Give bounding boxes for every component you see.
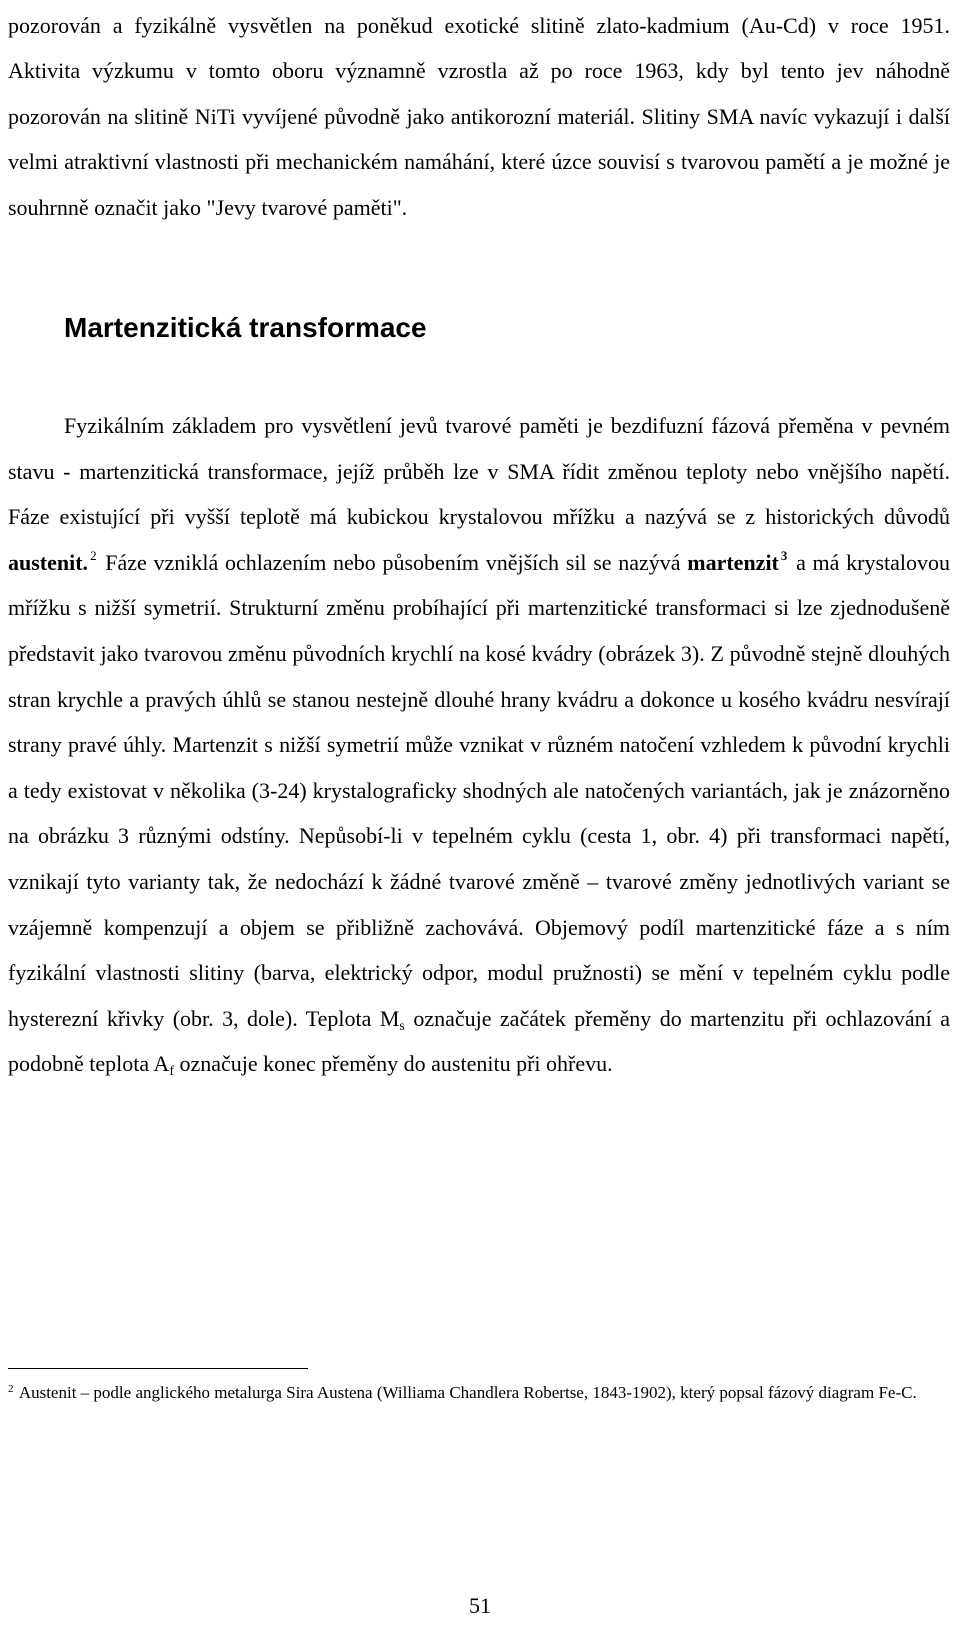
main-text-part-5: označuje konec přeměny do austenitu při ohřevu. xyxy=(179,1051,613,1077)
page-number: 51 xyxy=(469,1593,491,1618)
subscript-f: f xyxy=(169,1064,174,1080)
main-text-part-3: a má krystalovou mřížku s nižší symetrií. Strukturní změnu probíhající při martenzitické transformaci si lze zjednodušeně představit jako tvarovou změnu původních krychlí na kosé kvádry (obrázek 3). Z původně stejně dlouhých stran krychle a pravých úhlů se stanou nestejně dlouhé hrany kvádru a dokonce u kosého kvádru nesvírají strany pravé úhly. Martenzit s nižší symetrií může vznikat v různém natočení vzhledem k původní krychli a tedy existovat v několika (3-24) krystalograficky shodných ale natočených variantách, jak je znázorněno na obrázku 3 různými odstíny. Nepůsobí-li v tepelném cyklu (cesta 1, obr. 4) při transformaci napětí, vznikají tyto varianty tak, že nedochází k žádné tvarové změně – tvarové změny jednotlivých variant se vzájemně kompenzují a objem se přibližně zachovává. Objemový podíl martenzitické fáze a s ním fyzikální vlastnosti slitiny (barva, elektrický odpor, modul pružnosti) se mění v tepelném cyklu podle hysterezní křivky (obr. 3, dole). Teplota M xyxy=(8,549,951,1031)
footnote xyxy=(8,1380,950,1405)
footnote-number: 2 xyxy=(8,1383,14,1395)
subscript-s: s xyxy=(399,1018,405,1034)
term-martenzit: martenzit xyxy=(687,549,779,575)
section-heading: Martenzitická transformace xyxy=(64,312,427,343)
footnote-divider xyxy=(8,1368,308,1369)
footnote-ref-3[interactable]: 3 xyxy=(780,547,788,563)
main-paragraph xyxy=(8,403,950,1087)
main-text-part-2: Fáze vzniklá ochlazením nebo působením vnějších sil se nazývá xyxy=(105,549,681,575)
term-austenit: austenit. xyxy=(8,549,89,575)
intro-paragraph: pozorován a fyzikálně vysvětlen na poněkud exotické slitině zlato-kadmium (Au-Cd) v roce 1951. Aktivita výzkumu v tomto oboru významně vzrostla až po roce 1963, kdy byl tento jev náhodně pozorován na slitině NiTi vyvíjené původně jako antikorozní materiál. Slitiny SMA navíc vykazují i další velmi atraktivní vlastnosti při mechanickém namáhání, které úzce souvisí s tvarovou pamětí a je možné je souhrnně označit jako "Jevy tvarové paměti". xyxy=(8,13,950,220)
main-text-part-1: Fyzikálním základem pro vysvětlení jevů tvarové paměti je bezdifuzní fázová přeměna v pevném stavu - martenzitická transformace, jejíž průběh lze v SMA řídit změnou teploty nebo vnějšího napětí. Fáze existující při vyšší teplotě má kubickou krystalovou mřížku a nazývá se z historických důvodů xyxy=(8,413,950,530)
footnote-ref-2[interactable]: 2 xyxy=(90,547,97,563)
main-text-part-4: označuje začátek přeměny do martenzitu při ochlazování a podobně teplota A xyxy=(8,1005,950,1077)
footnote-text: Austenit – podle anglického metalurga Sira Austena (Williama Chandlera Robertse, 1843-1902), který popsal fázový diagram Fe-C. xyxy=(18,1383,917,1402)
